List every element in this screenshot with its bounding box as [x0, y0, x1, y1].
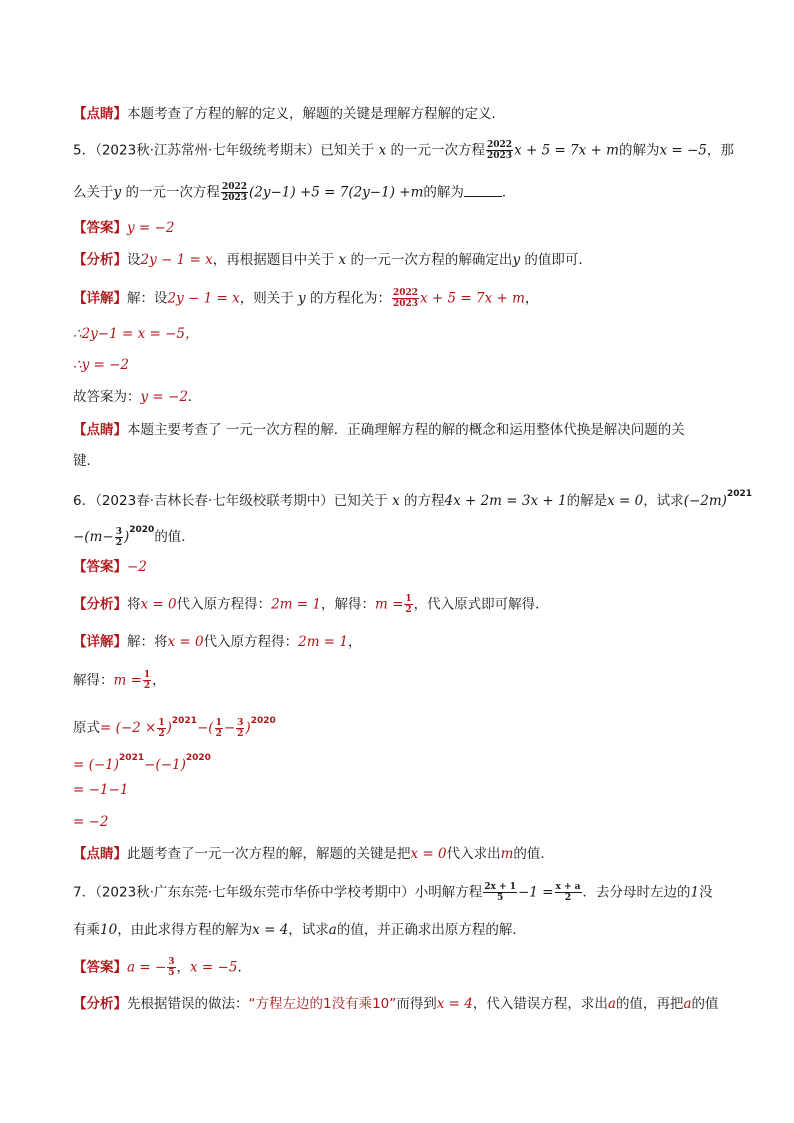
- math-expression: −(m−: [73, 529, 114, 545]
- math-var: a: [328, 922, 337, 938]
- comment-label: 【点睛】: [73, 846, 127, 862]
- comment-text: 本题主要考查了 一元一次方程的解．正确理解方程的解的概念和运用整体代换是解决问题的关: [127, 422, 685, 438]
- math-expression: 2y − 1 = x: [167, 290, 240, 307]
- question-text: 的一元一次方程: [125, 184, 220, 201]
- math-expression: x + 5 = 7x + m: [514, 142, 619, 159]
- math-var: x: [338, 252, 347, 268]
- math-expression: x = 4: [252, 922, 289, 938]
- math-step: ∴2y−1 = x = −5，: [73, 326, 199, 342]
- analysis-label: 【分析】: [73, 596, 127, 613]
- math-expression: m =: [113, 672, 142, 689]
- question-5-analysis: [73, 250, 734, 272]
- math-var: x: [378, 142, 387, 159]
- math-exponent: 2021: [119, 753, 145, 763]
- question-text: 的方程: [404, 493, 445, 509]
- fraction-2x1-5: $\frac{2x + 1}{5}$: [484, 882, 516, 903]
- math-expression: x = 0: [410, 846, 447, 862]
- comment-text: 此题考查了一元一次方程的解，解题的关键是把: [127, 846, 411, 862]
- question-text: 的一元一次方程: [390, 142, 485, 159]
- math-exponent: 2021: [171, 716, 197, 726]
- answer-label: 【答案】: [73, 559, 127, 575]
- math-var: x: [392, 493, 400, 509]
- math-step: = −1−1: [73, 782, 129, 798]
- math-expression: x = 0: [140, 596, 177, 613]
- math-exponent: 2020: [129, 525, 155, 535]
- comment-line-q4: [73, 104, 734, 126]
- detail-text: 解：将: [127, 634, 168, 650]
- comment-label: 【点睛】: [73, 422, 127, 438]
- detail-text: 解：设: [127, 290, 168, 307]
- question-5-comment-2: [73, 451, 734, 473]
- question-text: 7．（2023秋·广东东莞·七年级东莞市华侨中学校考期中）小明解方程: [73, 884, 483, 901]
- math-expression: = (−1): [73, 757, 120, 773]
- math-step: y = −2: [140, 389, 188, 405]
- math-var: a: [607, 996, 616, 1012]
- question-text: 的解是: [566, 493, 608, 509]
- math-expression: −(−1): [144, 757, 186, 773]
- math-step: = −2: [73, 814, 109, 830]
- question-6-analysis: [73, 594, 734, 616]
- question-5-step-3: [73, 387, 734, 409]
- math-expression: −1 =: [517, 884, 554, 901]
- fraction-2022-2023: $\frac{2022}{2023}$: [392, 288, 419, 309]
- question-5-answer: [73, 218, 734, 240]
- math-expression: x = 0: [607, 493, 644, 509]
- analysis-text: 的值，再把: [615, 996, 684, 1012]
- math-var: a: [683, 996, 692, 1012]
- math-expression: m =: [374, 596, 404, 613]
- answer-text: ，: [176, 959, 191, 976]
- comment-text: 本题考查了方程的解的定义，解题的关键是理解方程解的定义．: [127, 106, 505, 122]
- question-6-step-4: [73, 780, 734, 802]
- math-expression: ): [245, 720, 251, 736]
- question-6-comment: [73, 844, 734, 866]
- math-expression: x = 4: [436, 996, 473, 1012]
- analysis-quote: “方程左边的1没有乘10”: [248, 996, 397, 1012]
- comment-text: 键．: [73, 453, 100, 469]
- analysis-text: 而得到: [396, 996, 437, 1012]
- question-6-detail: [73, 632, 734, 654]
- question-6-step-5: [73, 812, 734, 834]
- question-text: ，试求: [288, 922, 329, 938]
- answer-value: x = −5: [190, 959, 238, 976]
- math-expression: 2y − 1 = x: [140, 252, 213, 268]
- analysis-text: ，代入原式即可解得．: [413, 596, 549, 613]
- analysis-text: 先根据错误的做法：: [127, 996, 249, 1012]
- detail-text: ．: [187, 389, 202, 405]
- math-step: ∴y = −2: [73, 357, 130, 373]
- question-text: ．去分母时左边的: [582, 884, 691, 901]
- math-expression: 4x + 2m = 3x + 1: [444, 493, 567, 509]
- math-var: m: [500, 846, 514, 862]
- question-text: 的值，并正确求出原方程的解．: [336, 922, 526, 938]
- question-7-line-2: [73, 920, 734, 942]
- question-5-detail: 【详解】解：设2y − 1 = x，则关于 y 的方程化为： $\frac{2022}{2023}$ x + 5 = 7x + m，: [73, 288, 539, 309]
- analysis-text: 代入原方程得：: [176, 596, 272, 613]
- math-exponent: 2020: [185, 753, 211, 763]
- question-text: 5．（2023秋·江苏常州·七年级统考期末）已知关于: [73, 142, 375, 159]
- question-text: ，那: [706, 142, 734, 159]
- question-5-step-1: [73, 324, 734, 346]
- fraction-3-5: $\frac{3}{5}$: [168, 957, 175, 978]
- math-expression: 2m = 1: [271, 596, 321, 613]
- math-expression: = (−2 ×: [100, 720, 157, 736]
- math-expression: x = −5: [659, 142, 707, 159]
- question-text: 没: [699, 884, 713, 901]
- math-expression: x + 5 = 7x + m: [420, 290, 525, 307]
- detail-text: 解得：: [73, 672, 114, 689]
- detail-text: 代入原方程得：: [203, 634, 299, 650]
- fraction-1-2: $\frac{1}{2}$: [143, 670, 151, 691]
- analysis-text: 将: [127, 596, 141, 613]
- fraction-1-2: $\frac{1}{2}$: [158, 717, 165, 739]
- fraction-2022-2023: $\frac{2022}{2023}$: [487, 140, 513, 161]
- question-text: 有乘: [73, 922, 100, 938]
- detail-text: ，则关于: [239, 290, 294, 307]
- analysis-text: ，代入错误方程，求出: [472, 996, 608, 1012]
- analysis-text: 的一元一次方程的解确定出: [350, 252, 513, 268]
- question-6-step-3: [73, 748, 734, 773]
- question-5-comment-1: [73, 420, 734, 442]
- question-6-answer: [73, 557, 734, 579]
- detail-text: ，: [347, 634, 362, 650]
- question-text: ，试求: [643, 493, 684, 509]
- math-var: 1: [690, 884, 700, 901]
- analysis-label: 【分析】: [73, 996, 127, 1012]
- analysis-text: 的值: [691, 996, 719, 1012]
- math-expression: 2m = 1: [298, 634, 348, 650]
- question-text: 6．（2023春·吉林长春·七年级校联考期中）已知关于: [73, 493, 388, 509]
- detail-label: 【详解】: [73, 290, 127, 307]
- analysis-text: 设: [127, 252, 141, 268]
- math-expression: (−2m): [683, 493, 727, 509]
- answer-value: −2: [127, 559, 147, 575]
- math-var: y: [512, 252, 521, 268]
- question-7-line-1: [73, 882, 734, 904]
- detail-text: 的方程化为：: [309, 290, 391, 307]
- answer-text: ．: [237, 959, 251, 976]
- comment-text: 的值．: [513, 846, 554, 862]
- comment-label: 【点睛】: [73, 106, 127, 122]
- analysis-text: ，解得：: [320, 596, 375, 613]
- answer-label: 【答案】: [73, 220, 127, 236]
- answer-label: 【答案】: [73, 959, 127, 976]
- question-text: 的解为: [618, 142, 660, 159]
- math-exponent: 2021: [726, 489, 752, 499]
- math-exponent: 2020: [250, 716, 276, 726]
- question-text: 的解为: [423, 184, 464, 201]
- question-5-line-1: [73, 140, 734, 162]
- comment-text: 代入求出: [446, 846, 501, 862]
- fraction-2022-2023: $\frac{2022}{2023}$: [221, 182, 247, 203]
- fraction-3-2: $\frac{3}{2}$: [115, 526, 122, 548]
- answer-value: y = −2: [127, 220, 175, 236]
- fraction-3-2: $\frac{3}{2}$: [237, 717, 244, 739]
- question-7-answer: [73, 957, 734, 979]
- answer-value: a = −: [127, 959, 167, 976]
- math-var: y: [298, 290, 306, 307]
- math-var: 10: [100, 922, 118, 938]
- fraction-1-2: $\frac{1}{2}$: [215, 717, 222, 739]
- question-6-step-2: [73, 711, 734, 739]
- detail-label: 【详解】: [73, 634, 127, 650]
- math-expression: −: [223, 720, 236, 736]
- detail-text: 原式: [73, 720, 100, 736]
- question-text: 么关于: [73, 184, 114, 201]
- math-expression: (2y−1) +5 = 7(2y−1) +m: [249, 184, 424, 201]
- fraction-1-2: $\frac{1}{2}$: [405, 594, 412, 615]
- analysis-text: 的值即可．: [524, 252, 592, 268]
- math-expression: x = 0: [167, 634, 204, 650]
- analysis-label: 【分析】: [73, 252, 127, 268]
- question-6-line-1: [73, 484, 752, 509]
- question-6-line-2: [73, 520, 734, 548]
- question-5-step-2: [73, 355, 734, 377]
- analysis-text: ，再根据题目中关于: [212, 252, 335, 268]
- question-5-line-2: 么关于y 的一元一次方程 $\frac{2022}{2023}$ (2y−1) +5 = 7(2y−1) +m的解为 ．: [73, 182, 516, 203]
- fraction-xa-2: $\frac{x + a}{2}$: [555, 882, 581, 903]
- question-text: ，由此求得方程的解为: [117, 922, 253, 938]
- detail-text: 故答案为：: [73, 389, 141, 405]
- math-expression: −(: [196, 720, 214, 736]
- math-expression: ): [123, 529, 130, 545]
- question-7-analysis: [73, 994, 734, 1016]
- math-var: y: [113, 184, 122, 201]
- question-text: 的值．: [154, 529, 195, 545]
- question-6-step-1: 解得：m = $\frac{1}{2}$ ，: [73, 670, 166, 691]
- math-expression: ): [166, 720, 172, 736]
- answer-blank: [464, 184, 502, 197]
